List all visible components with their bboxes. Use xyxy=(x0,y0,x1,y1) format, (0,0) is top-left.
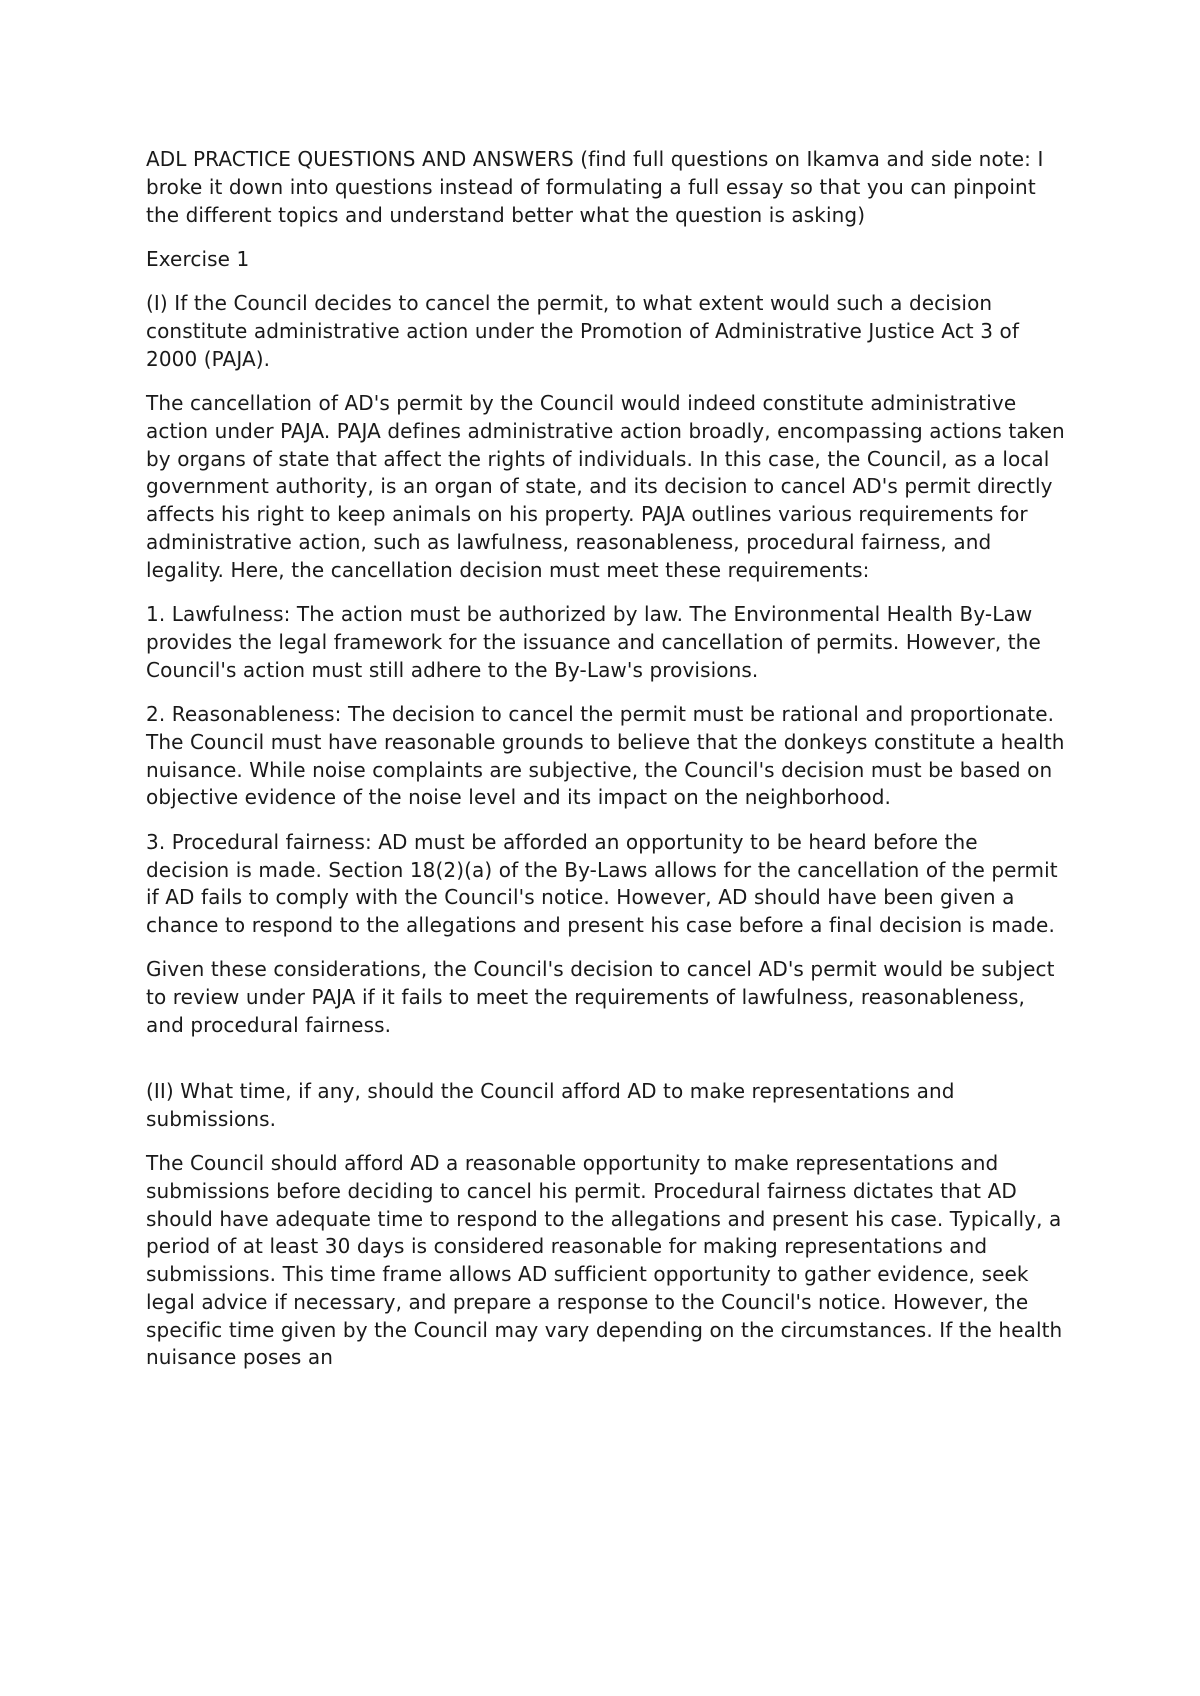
exercise-heading: Exercise 1 xyxy=(146,246,250,271)
document-body xyxy=(146,146,1066,1389)
title-paragraph: ADL PRACTICE QUESTIONS AND ANSWERS (find full questions on Ikamva and side note: I broke it down into questions instead of formulating a full essay so that you can pinpoint the different topics and understand better what the question is asking) xyxy=(146,147,1044,227)
point-reasonableness: 2. Reasonableness: The decision to cancel the permit must be rational and proportionate. The Council must have reasonable grounds to believe that the donkeys constitute a health nuisance. While noise complaints are subjective, the Council's decision must be based on objective evidence of the noise level and its impact on the neighborhood. xyxy=(146,702,1065,810)
question-2: (II) What time, if any, should the Council afford AD to make representations and submissions. xyxy=(146,1078,955,1131)
question-1: (I) If the Council decides to cancel the permit, to what extent would such a decision constitute administrative action under the Promotion of Administrative Justice Act 3 of 2000 (PAJA). xyxy=(146,291,1019,371)
answer-2: The Council should afford AD a reasonable opportunity to make representations and submissions before deciding to cancel his permit. Procedural fairness dictates that AD should have adequate time to respond to the allegations and present his case. Typically, a period of at least 30 days is considered reasonable for making representations and submissions. This time frame allows AD sufficient opportunity to gather evidence, seek legal advice if necessary, and prepare a response to the Council's notice. However, the specific time given by the Council may vary depending on the circumstances. If the health nuisance poses an xyxy=(146,1150,1063,1370)
point-procedural-fairness: 3. Procedural fairness: AD must be afforded an opportunity to be heard before the decision is made. Section 18(2)(a) of the By-Laws allows for the cancellation of the permit if AD fails to comply with the Council's notice. However, AD should have been given a chance to respond to the allegations and present his case before a final decision is made. xyxy=(146,829,1058,938)
point-lawfulness: 1. Lawfulness: The action must be authorized by law. The Environmental Health By-Law provides the legal framework for the issuance and cancellation of permits. However, the Council's action must still adhere to the By-Law's provisions. xyxy=(146,602,1041,682)
answer-1-conclusion: Given these considerations, the Council's decision to cancel AD's permit would be subject to review under PAJA if it fails to meet the requirements of lawfulness, reasonableness, and procedural fairness. xyxy=(146,957,1055,1038)
answer-1-intro: The cancellation of AD's permit by the Council would indeed constitute administrative action under PAJA. PAJA defines administrative action broadly, encompassing actions taken by organs of state that affect the rights of individuals. In this case, the Council, as a local government authority, is an organ of state, and its decision to cancel AD's permit directly affects his right to keep animals on his property. PAJA outlines various requirements for administrative action, such as lawfulness, reasonableness, procedural fairness, and legality. Here, the cancellation decision must meet these requirements: xyxy=(146,391,1065,582)
